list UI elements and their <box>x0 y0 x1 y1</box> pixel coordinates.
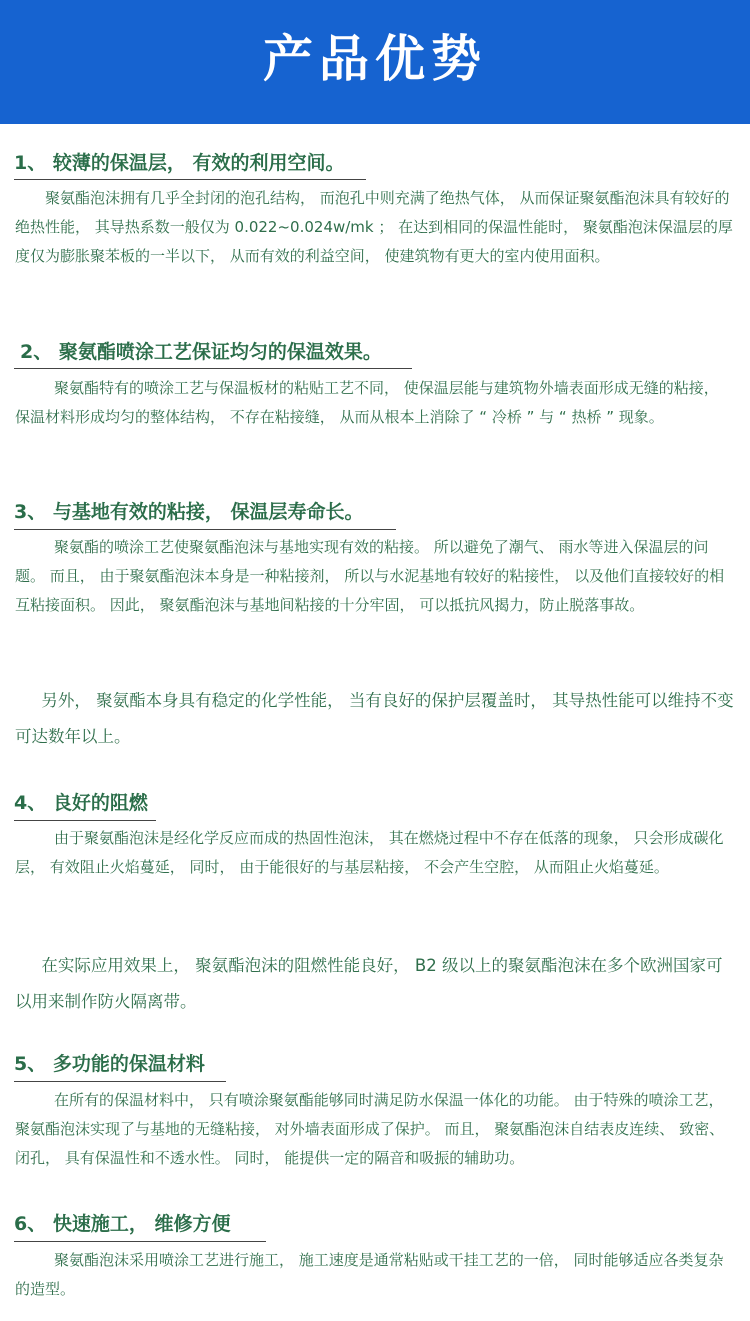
header-banner <box>0 0 750 124</box>
page-title: 产品优势 <box>263 30 487 88</box>
section-2-heading: 2、 聚氨酯喷涂工艺保证均匀的保温效果。 <box>20 341 382 363</box>
section-3-heading: 3、 与基地有效的粘接， 保温层寿命长。 <box>14 501 364 523</box>
section-1-heading: 1、 较薄的保温层， 有效的利用空间。 <box>14 152 345 174</box>
section-4-heading: 4、 良好的阻燃 <box>14 792 148 814</box>
section-6-underline <box>14 1241 266 1242</box>
section-5-underline <box>14 1081 226 1082</box>
section-1-paragraph-1: 聚氨酯泡沫拥有几乎全封闭的泡孔结构， 而泡孔中则充满了绝热气体， 从而保证聚氨酯泡沫具有较好的绝热性能， 其导热系数一般仅为 0.022~0.024w/mk ； 在达到相同的保温性能时， 聚氨酯泡沫保温层的厚度仅为膨胀聚苯板的一半以下， 从而有效的利益空间， 使建筑物有更大的室内使用面积。 <box>15 189 733 265</box>
section-3-underline <box>14 529 396 530</box>
section-6-heading: 6、 快速施工， 维修方便 <box>14 1213 231 1235</box>
section-1-underline <box>14 179 366 180</box>
section-5-paragraph-1: 在所有的保温材料中， 只有喷涂聚氨酯能够同时满足防水保温一体化的功能。 由于特殊的喷涂工艺， 聚氨酯泡沫实现了与基地的无缝粘接， 对外墙表面形成了保护。 而且， 聚氨酯泡沫自结表皮连续、 致密、 闭孔， 具有保温性和不透水性。 同时， 能提供一定的隔音和吸振的辅助功。 <box>15 1091 725 1167</box>
section-4-underline <box>14 820 156 821</box>
section-2-underline <box>14 368 412 369</box>
section-3-paragraph-1: 聚氨酯的喷涂工艺使聚氨酯泡沫与基地实现有效的粘接。 所以避免了潮气、 雨水等进入保温层的问题。 而且， 由于聚氨酯泡沫本身是一种粘接剂， 所以与水泥基地有较好的粘接性， 以及他们直接较好的相互粘接面积。 因此， 聚氨酯泡沫与基地间粘接的十分牢固， 可以抵抗风揭力，防止脱落事故。 <box>15 538 725 614</box>
section-4-paragraph-1: 由于聚氨酯泡沫是经化学反应而成的热固性泡沫， 其在燃烧过程中不存在低落的现象， 只会形成碳化层， 有效阻止火焰蔓延， 同时， 由于能很好的与基层粘接， 不会产生空腔， 从而阻止火焰蔓延。 <box>15 829 724 876</box>
section-2-paragraph-1: 聚氨酯特有的喷涂工艺与保温板材的粘贴工艺不同， 使保温层能与建筑物外墙表面形成无缝的粘接， 保温材料形成均匀的整体结构， 不存在粘接缝， 从而从根本上消除了 “ 冷桥 ” 与 “ 热桥 ” 现象。 <box>15 379 719 426</box>
section-3-paragraph-2: 另外， 聚氨酯本身具有稳定的化学性能， 当有良好的保护层覆盖时， 其导热性能可以维持不变可达数年以上。 <box>15 691 734 746</box>
section-6-paragraph-1: 聚氨酯泡沫采用喷涂工艺进行施工， 施工速度是通常粘贴或干挂工艺的一倍， 同时能够适应各类复杂的造型。 <box>15 1251 724 1298</box>
section-4-paragraph-2: 在实际应用效果上， 聚氨酯泡沫的阻燃性能良好， B2 级以上的聚氨酯泡沫在多个欧洲国家可以用来制作防火隔离带。 <box>15 956 723 1011</box>
section-5-heading: 5、 多功能的保温材料 <box>14 1053 205 1075</box>
